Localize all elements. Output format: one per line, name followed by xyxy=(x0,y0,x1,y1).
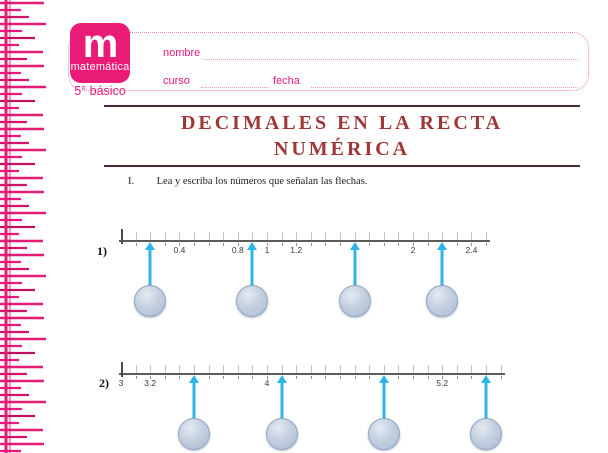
answer-circle[interactable] xyxy=(236,285,268,317)
answer-circle[interactable] xyxy=(339,285,371,317)
tick xyxy=(223,365,224,373)
tick xyxy=(209,232,210,240)
tick-label: 3 xyxy=(118,378,124,388)
tick xyxy=(282,243,283,246)
course-label: curso xyxy=(163,75,190,87)
tick-label: 0.4 xyxy=(173,245,186,255)
tick xyxy=(252,376,253,379)
tick-label: 4 xyxy=(264,378,270,388)
notebook-edge-decoration xyxy=(0,0,52,453)
tick xyxy=(194,365,195,373)
item-label-1: 1) xyxy=(97,244,107,258)
tick xyxy=(325,232,326,240)
answer-circle[interactable] xyxy=(470,418,502,450)
tick xyxy=(150,232,151,240)
tick xyxy=(296,365,297,373)
arrow-line xyxy=(280,382,283,419)
tick xyxy=(457,243,458,246)
arrow-line xyxy=(382,382,385,419)
logo-letter: m xyxy=(82,22,118,66)
tick xyxy=(325,365,326,373)
tick xyxy=(428,232,429,240)
tick xyxy=(384,232,385,240)
tick-label: 2.4 xyxy=(465,245,478,255)
title-rule-top xyxy=(104,105,580,107)
title-rule-bottom xyxy=(104,165,580,167)
tick xyxy=(471,365,472,373)
tick xyxy=(296,232,297,240)
date-field[interactable] xyxy=(311,73,578,88)
tick xyxy=(136,365,137,373)
course-field[interactable] xyxy=(201,73,269,88)
tick xyxy=(282,365,283,373)
page-title-line2: NUMÉRICA xyxy=(273,138,411,160)
tick-label: 5.2 xyxy=(436,378,449,388)
tick xyxy=(369,376,370,379)
tick xyxy=(340,243,341,246)
tick xyxy=(209,365,210,373)
tick xyxy=(165,243,166,246)
tick xyxy=(136,243,137,246)
tick xyxy=(486,243,487,246)
tick xyxy=(413,232,414,240)
logo-subject: matemática xyxy=(70,61,130,73)
answer-circle[interactable] xyxy=(266,418,298,450)
tick xyxy=(296,376,297,379)
logo xyxy=(70,23,130,83)
instruction-text: Lea y escriba los números que señalan las flechas. xyxy=(156,176,368,187)
tick xyxy=(457,232,458,240)
tick xyxy=(471,376,472,379)
tick xyxy=(136,232,137,240)
tick xyxy=(428,243,429,246)
answer-circle[interactable] xyxy=(426,285,458,317)
tick xyxy=(194,232,195,240)
tick xyxy=(384,243,385,246)
tick-label: 0.8 xyxy=(231,245,244,255)
tick xyxy=(223,376,224,379)
tick xyxy=(428,365,429,373)
baseline xyxy=(119,240,490,242)
tick xyxy=(223,232,224,240)
tick xyxy=(486,232,487,240)
tick xyxy=(194,243,195,246)
tick xyxy=(369,232,370,240)
tick xyxy=(252,232,253,240)
tick xyxy=(457,376,458,379)
tick xyxy=(150,365,151,373)
tick-label: 1 xyxy=(264,245,270,255)
tick xyxy=(311,365,312,373)
tick xyxy=(428,376,429,379)
number-line-1 xyxy=(119,222,494,334)
tick xyxy=(369,243,370,246)
number-line-2 xyxy=(119,355,507,453)
tick xyxy=(311,243,312,246)
tick xyxy=(267,365,268,373)
tick xyxy=(398,376,399,379)
date-label: fecha xyxy=(273,75,300,87)
arrow-line xyxy=(485,382,488,419)
tick xyxy=(165,232,166,240)
tick xyxy=(325,243,326,246)
tick-label: 2 xyxy=(410,245,416,255)
tick xyxy=(209,376,210,379)
tick xyxy=(325,376,326,379)
arrow-line xyxy=(193,382,196,419)
answer-circle[interactable] xyxy=(178,418,210,450)
tick xyxy=(311,232,312,240)
tick xyxy=(136,376,137,379)
tick xyxy=(384,365,385,373)
tick xyxy=(398,365,399,373)
arrow-line xyxy=(353,249,356,286)
tick xyxy=(121,362,123,377)
tick xyxy=(282,232,283,240)
arrow-line xyxy=(251,249,254,286)
answer-circle[interactable] xyxy=(134,285,166,317)
tick-label: 1.2 xyxy=(290,245,303,255)
item-label-2: 2) xyxy=(99,376,109,390)
baseline xyxy=(119,373,505,375)
grade-level-label: 5° básico xyxy=(74,84,126,98)
answer-circle[interactable] xyxy=(368,418,400,450)
tick xyxy=(209,243,210,246)
tick xyxy=(355,232,356,240)
tick xyxy=(179,376,180,379)
instruction-numeral: I. xyxy=(128,176,135,187)
tick xyxy=(355,376,356,379)
tick xyxy=(398,243,399,246)
tick xyxy=(340,232,341,240)
tick xyxy=(501,365,502,373)
tick xyxy=(413,376,414,379)
arrow-line xyxy=(149,249,152,286)
name-field[interactable] xyxy=(203,45,578,60)
instruction xyxy=(128,176,367,187)
tick xyxy=(165,365,166,373)
tick xyxy=(252,365,253,373)
tick xyxy=(413,365,414,373)
tick xyxy=(238,376,239,379)
tick xyxy=(457,365,458,373)
tick xyxy=(267,232,268,240)
tick xyxy=(223,243,224,246)
arrow-line xyxy=(441,249,444,286)
tick xyxy=(121,229,123,244)
tick xyxy=(165,376,166,379)
tick xyxy=(501,376,502,379)
tick xyxy=(238,365,239,373)
tick xyxy=(442,365,443,373)
tick xyxy=(398,232,399,240)
tick-label: 3.2 xyxy=(144,378,157,388)
name-label: nombre xyxy=(163,47,201,59)
tick xyxy=(179,232,180,240)
tick xyxy=(486,365,487,373)
tick xyxy=(179,365,180,373)
page-title-line1: DECIMALES EN LA RECTA xyxy=(180,112,504,134)
tick xyxy=(238,232,239,240)
tick xyxy=(311,376,312,379)
tick xyxy=(340,365,341,373)
tick xyxy=(355,365,356,373)
tick xyxy=(340,376,341,379)
page-title xyxy=(94,110,590,162)
tick xyxy=(369,365,370,373)
tick xyxy=(471,232,472,240)
tick xyxy=(442,232,443,240)
